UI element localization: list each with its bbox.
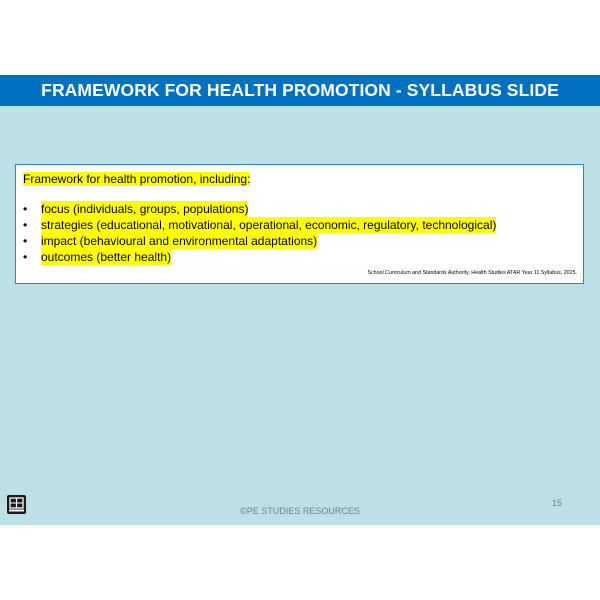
citation: School Curriculum and Standards Authority. Health Studies ATAR Year 11 Syllabus, 2025.: [367, 270, 577, 276]
slide: [0, 75, 600, 525]
bullet-list: [23, 201, 496, 265]
bullet-item: [23, 233, 496, 249]
bullet-item: [23, 249, 496, 265]
intro-text: [23, 172, 250, 186]
bullet-text: focus (individuals, groups, populations): [41, 202, 249, 216]
bullet-text: strategies (educational, motivational, operational, economic, regulatory, technological): [41, 218, 497, 232]
syllabus-content-box: [15, 164, 584, 284]
bullet-dot: •: [23, 218, 28, 232]
page-number: 15: [552, 498, 563, 508]
bullet-text: outcomes (better health): [41, 250, 172, 264]
intro-highlight: Framework for health promotion, including:: [23, 172, 251, 186]
bullet-item: [23, 201, 496, 217]
footer-copyright: ©PE STUDIES RESOURCES: [240, 506, 360, 516]
bullet-text: impact (behavioural and environmental adaptations): [41, 234, 318, 248]
bullet-dot: •: [23, 250, 28, 264]
bullet-item: [23, 217, 496, 233]
slide-title: FRAMEWORK FOR HEALTH PROMOTION - SYLLABUS SLIDE: [0, 75, 600, 106]
bullet-dot: •: [23, 202, 28, 216]
bullet-dot: •: [23, 234, 28, 248]
